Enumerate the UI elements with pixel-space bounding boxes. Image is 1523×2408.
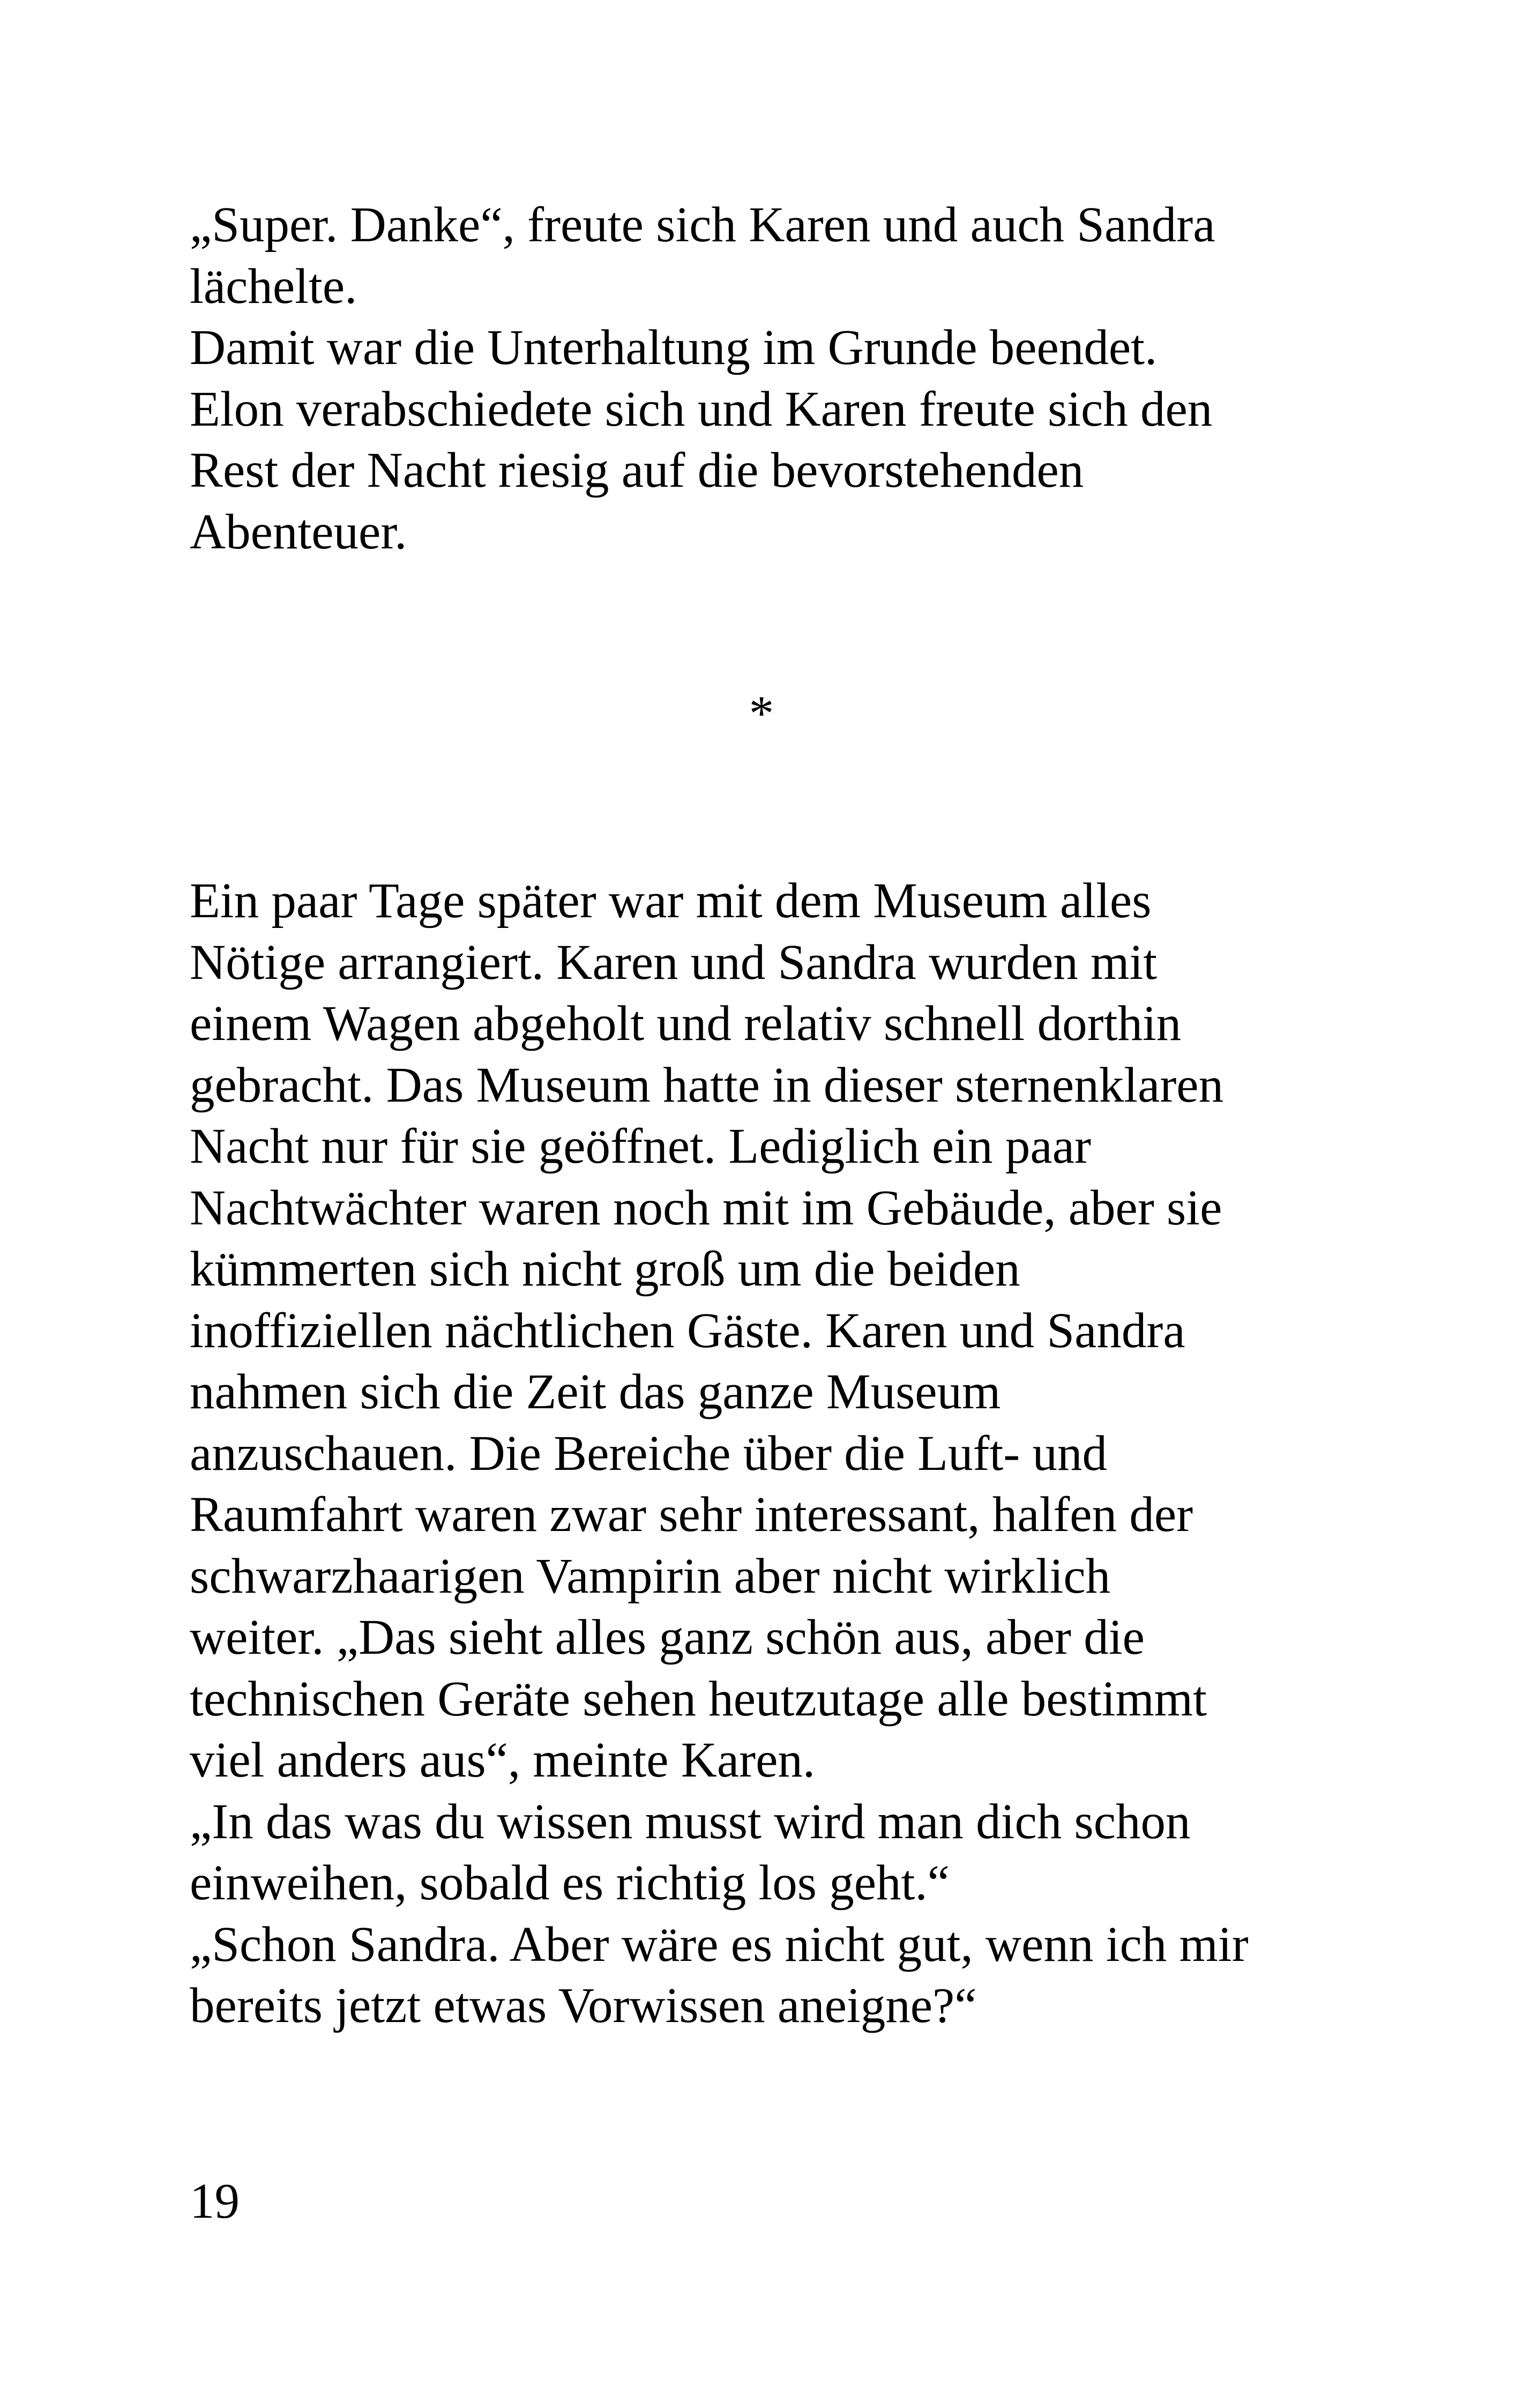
page-number: 19 [190,2174,240,2229]
text-line: lächelte. [190,258,357,314]
text-line: Abenteuer. [190,504,407,560]
paragraph-1 [190,195,1347,563]
paragraph-2 [190,871,1347,2037]
text-line: „Super. Danke“, freute sich Karen und auch Sandra [190,197,1215,252]
text-line: Rest der Nacht riesig auf die bevorstehenden [190,443,1084,498]
text-line: kümmerten sich nicht groß um die beiden [190,1242,1020,1297]
text-line: viel anders aus“, meinte Karen. [190,1733,816,1788]
text-line: Ein paar Tage später war mit dem Museum alles [190,873,1152,928]
text-line: gebracht. Das Museum hatte in dieser sternenklaren [190,1057,1224,1113]
text-line: bereits jetzt etwas Vorwissen aneigne?“ [190,1978,977,2033]
text-line: Nachtwächter waren noch mit im Gebäude, aber sie [190,1180,1222,1236]
text-line: „In das was du wissen musst wird man dich schon [190,1794,1191,1849]
text-line: schwarzhaarigen Vampirin aber nicht wirklich [190,1548,1111,1604]
text-line: nahmen sich die Zeit das ganze Museum [190,1364,1001,1419]
text-line: Nacht nur für sie geöffnet. Lediglich ein paar [190,1119,1091,1174]
text-line: Damit war die Unterhaltung im Grunde beendet. [190,320,1158,375]
text-line: anzuschauen. Die Bereiche über die Luft- und [190,1425,1108,1481]
text-line: Elon verabschiedete sich und Karen freute sich den [190,381,1213,437]
text-line: Raumfahrt waren zwar sehr interessant, halfen der [190,1487,1193,1542]
text-line: einweihen, sobald es richtig los geht.“ [190,1855,950,1911]
text-line: Nötige arrangiert. Karen und Sandra wurden mit [190,934,1158,990]
text-line: weiter. „Das sieht alles ganz schön aus, aber die [190,1610,1145,1665]
section-separator: * [749,686,774,741]
text-line: „Schon Sandra. Aber wäre es nicht gut, wenn ich mir [190,1916,1249,1972]
text-line: einem Wagen abgeholt und relativ schnell dorthin [190,996,1182,1051]
text-line: technischen Geräte sehen heutzutage alle bestimmt [190,1671,1207,1727]
text-line: inoffiziellen nächtlichen Gäste. Karen und Sandra [190,1303,1185,1358]
